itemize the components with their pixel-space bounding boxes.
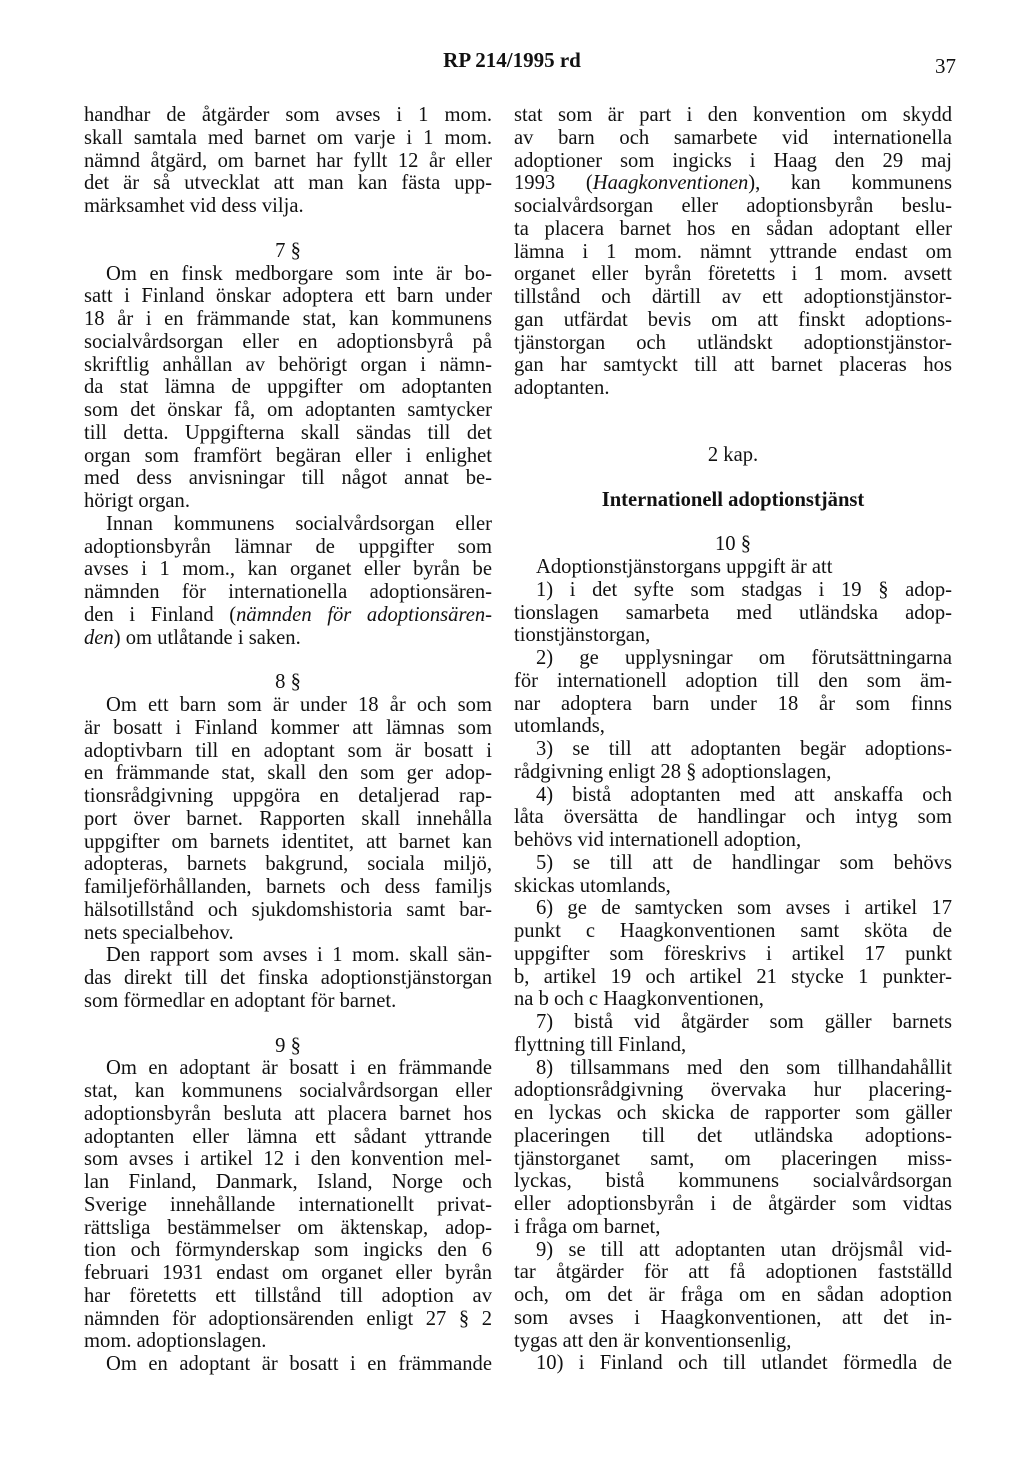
section-10-intro: Adoptionstjänstorgans uppgift är att	[536, 556, 833, 578]
text-line: 6) ge de samtycken som avses i artikel 17	[536, 897, 952, 920]
spacer	[514, 467, 952, 489]
text-line: februari 1931 endast om organet eller byrån	[84, 1262, 492, 1284]
text-line: placeringen till det utländska adoptions-	[514, 1124, 952, 1147]
section-9-paragraph-2	[84, 1353, 492, 1376]
text-line: skickas utomlands,	[514, 874, 671, 897]
text-line: mom. adoptionslagen.	[84, 1330, 267, 1353]
text-line	[84, 604, 492, 627]
chapter-number: 2 kap.	[707, 443, 759, 466]
text-line: 1) i det syfte som stadgas i 19 § adop-	[536, 578, 952, 601]
text-line: das direkt till det finska adoptionstjänstorgan	[84, 967, 492, 989]
text-line: som förmedlar en adoptant för barnet.	[84, 989, 397, 1012]
text-line: tion och förmynderskap som ingicks den 6	[84, 1239, 492, 1262]
text-line: behövs vid internationell adoption,	[514, 829, 802, 851]
italic-term: Haagkonventionen	[592, 172, 749, 195]
section-9-paragraph-1	[84, 1057, 492, 1353]
list-item	[514, 647, 952, 738]
text-line: Om ett barn som är under 18 år och som	[106, 694, 492, 716]
text-line: punkt c Haagkonventionen samt sköta de	[514, 920, 952, 942]
spacer	[84, 649, 492, 671]
text-line: uppgifter om barnets identitet, att barnet kan	[84, 830, 492, 853]
text-line: till detta. Uppgifterna skall sändas till det	[84, 421, 492, 444]
text-line: avses i 1 mom., kan organet eller byrån be	[84, 558, 492, 581]
text-line: skriftlig anhållan av behörigt organ i nämn-	[84, 353, 492, 376]
text-line: lämna i 1 mom. nämnt yttrande endast om	[514, 240, 952, 263]
text-line: utomlands,	[514, 715, 605, 738]
list-item	[514, 1057, 952, 1239]
text-line: adoptionsrådgivning övervaka hur placering-	[514, 1079, 952, 1102]
text-line: i fråga om barnet,	[514, 1215, 661, 1238]
text-line: familjeförhållanden, barnets och dess familjs	[84, 876, 492, 898]
text-line: hälsotillstånd och sjukdomshistoria samt bar-	[84, 898, 492, 921]
text-line: handhar de åtgärder som avses i 1 mom.	[84, 104, 492, 126]
text-line: satt i Finland önskar adoptera ett barn under	[84, 285, 492, 308]
text-line: en lyckas och skicka de rapporter som gäller	[514, 1102, 952, 1124]
text-line: tar åtgärder för att få adoptionen fastställd	[514, 1261, 952, 1284]
text-line: 7) bistå vid åtgärder som gäller barnets	[536, 1011, 952, 1033]
list-item	[514, 738, 952, 784]
text-line: som avses i artikel 12 i den konvention mel-	[84, 1148, 492, 1171]
text-line: Den rapport som avses i 1 mom. skall sän-	[106, 944, 492, 967]
text-line: adoptioner som ingicks i Haag den 29 maj	[514, 149, 952, 172]
text-line	[84, 627, 492, 650]
text-line: tillstånd och därtill av ett adoptionstjänstor-	[514, 286, 952, 308]
section-10-heading: 10 §	[714, 533, 752, 556]
text-line: tjänstorganet samt, om placeringen miss-	[514, 1147, 952, 1170]
text-line: adoptivbarn till en adoptant som är bosatt i	[84, 739, 492, 762]
list-item	[514, 1239, 952, 1353]
text-line: nets specialbehov.	[84, 921, 234, 944]
text-line: adoptanten eller lämna ett sådant yttrande	[84, 1125, 492, 1148]
section-8-paragraph-2	[84, 944, 492, 1012]
text-line: adoptionsbyrån besluta att placera barnet hos	[84, 1102, 492, 1125]
page-number: 37	[935, 54, 956, 78]
text-line: adopteras, barnets bakgrund, sociala miljö,	[84, 853, 492, 876]
text-line: låta översätta de handlingar och intyg som	[514, 806, 952, 829]
text-fragment: ), kan kommunens	[748, 172, 952, 195]
list-item	[514, 852, 952, 898]
text-line: port över barnet. Rapporten skall innehålla	[84, 807, 492, 830]
section-8-heading: 8 §	[275, 671, 301, 694]
text-line: med dess anvisningar till något annat be-	[84, 467, 492, 490]
running-title: RP 214/1995 rd	[443, 48, 581, 72]
text-line: 18 år i en främmande stat, kan kommunens	[84, 308, 492, 330]
text-line: lyckas, bistå kommunens socialvårdsorgan	[514, 1170, 952, 1193]
text-line: stat som är part i den konvention om skydd	[514, 104, 952, 126]
text-line: tionstjänstorgan,	[514, 624, 651, 647]
text-line: nämnden för adoptionsärenden enligt 27 § 2	[84, 1307, 492, 1330]
text-line: uppgifter som föreskrivs i artikel 17 punkt	[514, 942, 952, 965]
text-line	[514, 172, 952, 195]
section-7-heading: 7 §	[275, 239, 301, 262]
text-line: 3) se till att adoptanten begär adoptions-	[536, 738, 952, 760]
text-line: tionslagen samarbeta med utländska adop-	[514, 601, 952, 624]
text-line: och, om det är fråga om en sådan adoption	[514, 1284, 952, 1306]
text-line: en främmande stat, skall den som ger adop-	[84, 762, 492, 785]
text-line: tjänstorgan och utländskt adoptionstjänstor-	[514, 331, 952, 354]
text-line: socialvårdsorgan eller en adoptionsbyrå på	[84, 330, 492, 353]
text-line: lan Finland, Danmark, Island, Norge och	[84, 1171, 492, 1193]
text-line: som det önskar få, om adoptanten samtycker	[84, 399, 492, 421]
text-line: är bosatt i Finland kommer att lämnas som	[84, 716, 492, 739]
text-line: Om en adoptant är bosatt i en främmande	[106, 1353, 492, 1375]
text-line: da stat lämna de uppgifter om adoptanten	[84, 376, 492, 399]
text-line: eller adoptionsbyrån i de åtgärder som vidtas	[514, 1193, 952, 1215]
text-line: nämnden för internationella adoptionsären-	[84, 581, 492, 603]
text-line: rättsliga bestämmelser om äktenskap, adop-	[84, 1216, 492, 1239]
text-line: rådgivning enligt 28 § adoptionslagen,	[514, 760, 832, 783]
text-line: 4) bistå adoptanten med att anskaffa och	[536, 783, 952, 806]
text-line: na b och c Haagkonventionen,	[514, 988, 764, 1011]
text-fragment: 1993 (	[514, 172, 593, 195]
text-line: Om en finsk medborgare som inte är bo-	[106, 262, 492, 285]
text-line: Om en adoptant är bosatt i en främmande	[106, 1057, 492, 1080]
text-fragment: den i Finland (	[84, 603, 237, 626]
text-line: tygas att den är konventionsenlig,	[514, 1329, 792, 1352]
text-line: b, artikel 19 och artikel 21 stycke 1 punkter-	[514, 965, 952, 988]
text-line: Innan kommunens socialvårdsorgan eller	[106, 512, 492, 535]
italic-term: den	[84, 626, 114, 649]
text-line: adoptanten.	[514, 377, 610, 399]
text-line: organet eller byrån företetts i 1 mom. avsett	[514, 263, 952, 286]
text-line: skall samtala med barnet om varje i 1 mom.	[84, 126, 492, 149]
section-8-paragraph-1	[84, 694, 492, 944]
spacer	[84, 218, 492, 240]
continuation-paragraph	[514, 104, 952, 400]
text-line: Sverige innehållande internationellt privat-	[84, 1193, 492, 1216]
spacer	[514, 400, 952, 444]
list-item	[514, 579, 952, 647]
list-item	[514, 1352, 952, 1375]
section-7-paragraph-2	[84, 513, 492, 650]
text-line: hörigt organ.	[84, 490, 191, 512]
text-line: 10) i Finland och till utlandet förmedla de	[536, 1352, 952, 1375]
text-line: har företetts ett tillstånd till adoption av	[84, 1284, 492, 1307]
text-line: gan har samtyckt till att barnet placeras hos	[514, 354, 952, 377]
list-item	[514, 1011, 952, 1057]
list-item	[514, 897, 952, 1011]
italic-term: nämnden för adoptionsären-	[236, 603, 492, 626]
chapter-title: Internationell adoptionstjänst	[601, 488, 865, 511]
text-line: gan utfärdat bevis om att finskt adoptions-	[514, 308, 952, 331]
text-line: ta placera barnet hos en sådan adoptant eller	[514, 217, 952, 240]
right-column	[514, 104, 952, 1375]
page-header	[0, 48, 1024, 78]
section-9-heading: 9 §	[275, 1034, 301, 1057]
left-column	[84, 104, 492, 1376]
text-line: som avses i Haagkonventionen, att det in-	[514, 1306, 952, 1329]
text-line: tionsrådgivning uppgöra en detaljerad rap-	[84, 785, 492, 807]
spacer	[514, 511, 952, 533]
text-line: 9) se till att adoptanten utan dröjsmål vid-	[536, 1238, 952, 1261]
section-7-paragraph-1	[84, 263, 492, 513]
text-line: av barn och samarbete vid internationella	[514, 126, 952, 149]
text-line: flyttning till Finland,	[514, 1033, 687, 1056]
text-line: 2) ge upplysningar om förutsättningarna	[536, 647, 952, 669]
text-line: det är så utvecklat att man kan fästa upp-	[84, 172, 492, 195]
spacer	[84, 1013, 492, 1035]
text-line: 5) se till att de handlingar som behövs	[536, 851, 952, 874]
intro-paragraph	[84, 104, 492, 218]
text-line: för internationell adoption till den som äm-	[514, 669, 952, 692]
text-line: socialvårdsorgan eller adoptionsbyrån beslu-	[514, 195, 952, 217]
text-line: adoptionsbyrån lämnar de uppgifter som	[84, 535, 492, 558]
section-10-list	[514, 579, 952, 1375]
text-line: nämnd åtgärd, om barnet har fyllt 12 år eller	[84, 149, 492, 172]
text-line: stat, kan kommunens socialvårdsorgan eller	[84, 1080, 492, 1102]
text-line: nar adoptera barn under 18 år som finns	[514, 692, 952, 715]
text-fragment: ) om utlåtande i saken.	[113, 626, 301, 649]
text-line: 8) tillsammans med den som tillhandahållit	[536, 1056, 952, 1079]
text-line: organ som framfört begäran eller i enlighet	[84, 444, 492, 467]
text-line: märksamhet vid dess vilja.	[84, 195, 304, 217]
list-item	[514, 784, 952, 852]
